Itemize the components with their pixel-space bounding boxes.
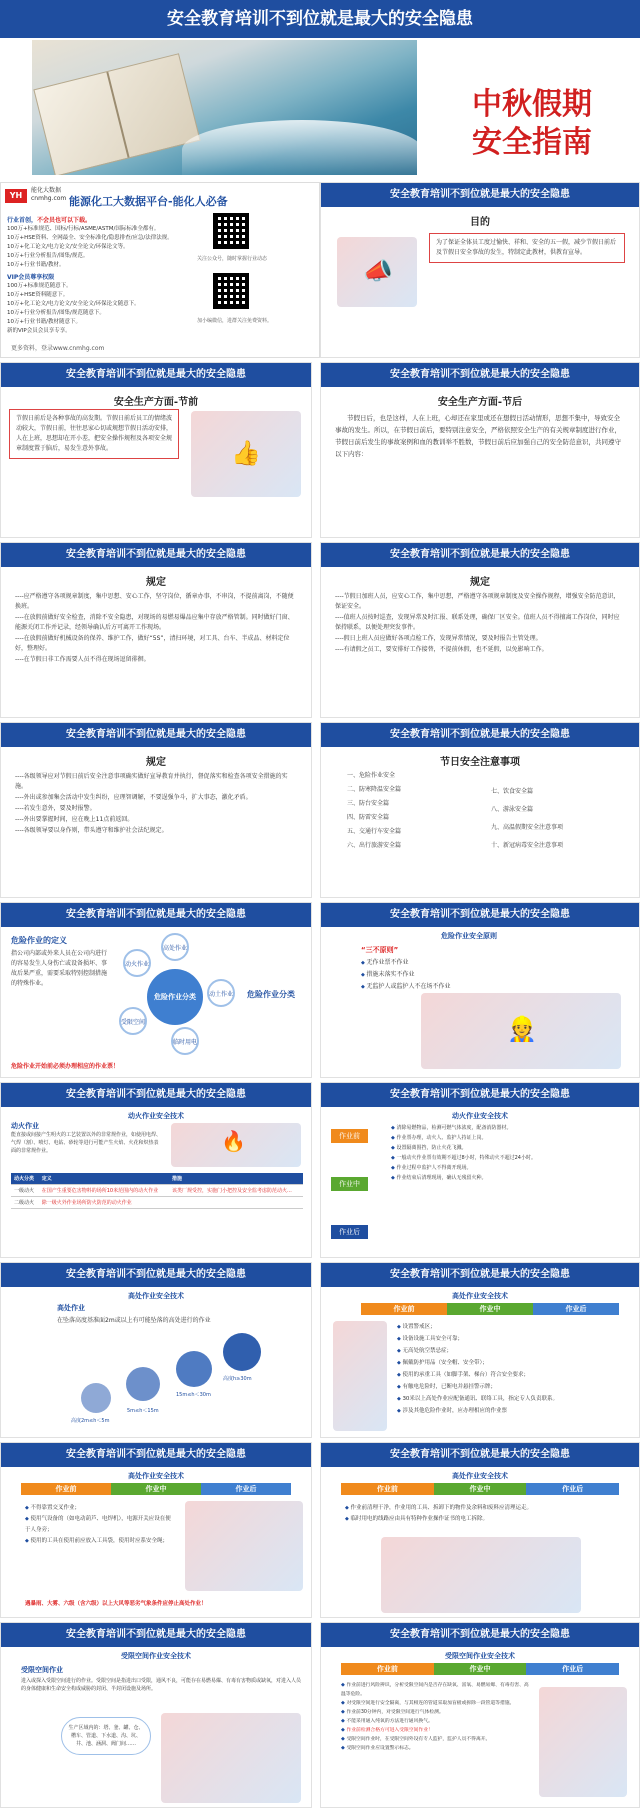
category-hot-work[interactable]: 动火作业: [123, 949, 151, 977]
step-item: ◆ 设置警戒区；: [397, 1321, 625, 1333]
rule-item: ----节假日加班人员，应安心工作，集中思想，严格遵守各项规章制度及安全操作规程，增强安全防范意识，保证安全。: [335, 593, 620, 610]
confined-steps-list: [341, 1681, 531, 1753]
rule-item: ----有请假之员工，要安排好工作接替，不提前休假，也不延假，以免影响工作。: [335, 646, 548, 653]
section-title: 高处作业安全技术: [452, 1472, 508, 1480]
category-height-work[interactable]: 高处作业: [161, 933, 189, 961]
promo-section-1: 行业首创，不会员也可以下载。: [7, 217, 92, 224]
slide-hazard-principles: [320, 902, 640, 1078]
welding-illustration: [171, 1123, 301, 1167]
category-temp-power[interactable]: 临时用电: [171, 1027, 199, 1055]
vip-item: 10万+行业书籍/教材随意下。: [7, 319, 81, 325]
section-title: 危险作业安全原则: [441, 932, 497, 940]
table-cell: [169, 1197, 303, 1209]
slide-height-work-during: [0, 1442, 312, 1618]
examples-bubble: 生产区域内的：塔、釜、罐、仓、槽车、管道、下水道、沟、坑、井、池、涵洞、阀门间……: [61, 1717, 151, 1755]
step-item: ◆ 一般动火作业票有效期不超过8小时，特殊动火不超过24小时。: [391, 1153, 623, 1163]
step-after[interactable]: 作业后: [331, 1225, 368, 1239]
slide-confined-space-def: [0, 1622, 312, 1808]
table-cell: 二级动火: [11, 1197, 39, 1209]
topics-right: [491, 783, 631, 855]
slide-holiday-topics: [320, 722, 640, 898]
promo-title: 能源化工大数据平台-能化人必备: [69, 195, 228, 208]
slide-header: 安全教育培训不到位就是最大的安全隐患: [1, 723, 311, 747]
rules-list: [1, 588, 311, 670]
before-list: [397, 1321, 625, 1417]
promo-card: [0, 182, 320, 358]
level-circle-2: [126, 1367, 160, 1401]
slide-heading: 安全生产方面-节前: [113, 397, 199, 408]
step-bar: [21, 1483, 291, 1495]
cover-photo: [32, 40, 417, 175]
slide-header: 安全教育培训不到位就是最大的安全隐患: [321, 363, 639, 387]
table-header-row: [11, 1173, 303, 1185]
step-bar: [341, 1663, 619, 1675]
rule-item: ----在放假前做好机械设备的保养、维护工作，做好“5S”，清扫环境，对工具、台车、半成品、材料定位好，整理好。: [15, 635, 290, 652]
step-item-warning: ◆ 作业前检测合格方可进入受限空间作业！: [341, 1726, 531, 1735]
step-during[interactable]: 作业中: [447, 1303, 533, 1315]
step-item: ◆ 设置隔离围挡，防止火花飞溅。: [391, 1143, 623, 1153]
megaphone-icon: 📣: [363, 257, 393, 285]
step-before[interactable]: 作业前: [341, 1663, 434, 1675]
vip-item: 10万+HSE资料随意下。: [7, 292, 69, 298]
rules-list: [1, 768, 311, 841]
slide-rules-1: [0, 542, 312, 718]
slide-header: 安全教育培训不到位就是最大的安全隐患: [1, 1083, 311, 1107]
step-bar: [361, 1303, 619, 1315]
slide-heading: 节日安全注意事项: [440, 757, 520, 768]
promo-section-2: VIP会员尊享权限: [7, 274, 55, 281]
cover-slide: [0, 0, 640, 182]
slide-hazard-definition: [0, 902, 312, 1078]
slide-height-work-before: [320, 1262, 640, 1438]
table-cell: 除一级火外作业场所防火防范的动火作业: [39, 1197, 169, 1209]
like-icon: 👍: [231, 439, 261, 467]
slide-header: 安全教育培训不到位就是最大的安全隐患: [321, 1443, 639, 1467]
permit-warning: 危险作业开始前必须办理相应的作业票！: [11, 1063, 120, 1070]
definition-text: 指公司内部或外来人员在公司内进行的容易发生人身伤亡或设备损坏、事故后果严重，需要采取特别控制措施的特殊作业。: [11, 950, 108, 987]
level-label-1: 高度2m≤h＜5m: [71, 1418, 110, 1424]
slide-header: 安全教育培训不到位就是最大的安全隐患: [321, 1623, 639, 1647]
step-item: ◆ 使用气设备的（如电动葫芦、电焊机），电源开关应设在便于人身旁；: [25, 1514, 175, 1536]
step-item: ◆ 使用的承重工具（如脚手架、梯台）符合安全要求；: [397, 1369, 625, 1381]
slide-header: 安全教育培训不到位就是最大的安全隐患: [1, 363, 311, 387]
step-before[interactable]: 作业前: [331, 1129, 368, 1143]
table-cell: 一级动火: [11, 1185, 39, 1197]
slide-rules-2: [320, 542, 640, 718]
step-item: ◆ 对受限空间进行安全隔离，与其相连的管道采取加盲板或拆除一段管道等措施。: [341, 1699, 531, 1708]
cover-main-title: [432, 86, 632, 162]
qr-caption-1: 关注公众号，随时掌握行业动态: [197, 256, 268, 262]
table-cell: 该类厂规受控，实施门小把控及安全监考虑防范动火...: [169, 1185, 303, 1197]
before-holiday-text: 节假日前后是各种事故的高发期。节假日前后员工的情绪波动较大，节假日前，往往思家心切或规想节假日活动安排，人在上班，思想却在开小差，把安全操作规程及各项安全规章制度置于脑后，易发生意外事故。: [9, 409, 179, 459]
step-item: ◆ 无高处航空禁忌症；: [397, 1345, 625, 1357]
topic-item[interactable]: 二、防寒降温安全篇: [347, 786, 402, 793]
rule-item: ----各级领导要以身作则，带头遵守和维护社会法纪规定。: [15, 827, 168, 834]
vip-item: 100万+标准规范随意下。: [7, 283, 72, 289]
subsection-title: 动火作业: [11, 1122, 39, 1130]
step-item: ◆ 清除易燃物品，检测可燃气体浓度，配备消防器材。: [391, 1123, 623, 1133]
section-title: 动火作业安全技术: [128, 1112, 184, 1120]
topic-item[interactable]: 一、危险作业安全: [347, 772, 396, 779]
weather-warning: 遇暴雨、大雾、六级（含六级）以上大风等恶劣气象条件应停止高处作业！: [25, 1601, 207, 1607]
three-no-principle-tag: “三不原则”: [361, 946, 399, 954]
section-title: 受限空间作业安全技术: [121, 1652, 191, 1660]
subsection-title: 高处作业: [57, 1304, 85, 1312]
section-title: 动火作业安全技术: [452, 1112, 508, 1120]
vip-item: 新的VIP会员会员享专享。: [7, 328, 71, 334]
rule-item: ----值班人员按时巡查，发现异常及时汇报、联系处理，确保厂区安全。值班人员不得擅离工作岗位，同时应保持联系，以便处理突发事件。: [335, 614, 620, 631]
topic-item[interactable]: 三、防台安全篇: [347, 800, 390, 807]
qr-caption-2: 加小编微信，进群关注免费资料。: [197, 318, 273, 324]
height-work-text: 在坠落高度基准面2m或以上有可能坠落的高处进行的作业: [57, 1317, 211, 1324]
slide-header: 安全教育培训不到位就是最大的安全隐患: [1, 903, 311, 927]
rule-item: ----外出要掌握时间，应在晚上11点前返回。: [15, 816, 134, 823]
section-title: 高处作业安全技术: [128, 1292, 184, 1300]
promo-item: 10万+行业分析报告/图集/规范。: [7, 253, 89, 259]
workers-illustration: [421, 993, 621, 1069]
slide-hot-work-steps: [320, 1082, 640, 1258]
step-during[interactable]: 作业中: [111, 1483, 201, 1495]
step-item: ◆ 设备设施工具安全可靠；: [397, 1333, 625, 1345]
confined-illustration: [539, 1687, 627, 1797]
topic-item[interactable]: 六、出行旅游安全篇: [347, 842, 402, 849]
step-item: ◆ 不能采用通入纯氧的方法进行通风换气。: [341, 1717, 531, 1726]
principle-item: ◆ 措施未落实不作业: [361, 969, 450, 981]
slide-heading: 目的: [470, 217, 490, 228]
table-header: 定义: [39, 1173, 169, 1185]
step-item: ◆ 作业前进行风险辨识，分析受限空间内是否存在缺氧、富氧、易燃易爆、有毒有害、高温等危险。: [341, 1681, 531, 1699]
topic-item[interactable]: 九、高温假期安全注意事项: [491, 824, 564, 831]
step-item: ◆ 作业结束后清理现场，确认无残留火种。: [391, 1173, 623, 1183]
slide-heading: 规定: [470, 577, 490, 588]
slide-purpose: [320, 182, 640, 358]
step-during[interactable]: 作业中: [434, 1663, 527, 1675]
fire-icon: 🔥: [221, 1129, 246, 1153]
slide-header: 安全教育培训不到位就是最大的安全隐患: [1, 1623, 311, 1647]
topic-item[interactable]: 八、游泳安全篇: [491, 806, 534, 813]
step-item: ◆ 有触电危险时，已断电并悬挂警示牌；: [397, 1381, 625, 1393]
vip-item: 10万+行业分析报告/图集/规范随意下。: [7, 310, 105, 316]
step-after[interactable]: 作业后: [526, 1483, 619, 1495]
step-item: ◆ 佩戴防护用品（安全帽、安全带）；: [397, 1357, 625, 1369]
step-item: ◆ 使用的工具在使用前应放入工具袋，使用时应系安全绳；: [25, 1536, 175, 1547]
category-excavation[interactable]: 动土作业: [207, 979, 235, 1007]
cover-title-line1: 中秋假期: [472, 87, 592, 122]
principle-list: [361, 957, 450, 993]
principle-item: ◆ 无监护人或监护人不在场不作业: [361, 981, 450, 993]
step-item: ◆ 不得靠置交叉作业；: [25, 1503, 175, 1514]
level-label-2: 5m≤h＜15m: [127, 1408, 159, 1414]
slide-after-holiday: [320, 362, 640, 538]
step-item: ◆ 作业票办理，动火人、监护人持证上岗。: [391, 1133, 623, 1143]
rule-item: ----在节假日非工作需要人员不得在现场逗留徘徊。: [15, 656, 150, 663]
promo-item: 10万+行业书籍/教材。: [7, 262, 65, 268]
step-before[interactable]: 作业前: [341, 1483, 434, 1495]
section-title: 受限空间作业安全技术: [445, 1652, 515, 1660]
rule-item: ----在放假前做好安全检查，消除不安全隐患，对现场的易燃易爆品应集中存放严格管制。同时做好门窗、能源关闭工作并记录，经领导确认后方可离开工作现场。: [15, 614, 294, 631]
topics-left: [347, 769, 477, 853]
cover-title-bar: 安全教育培训不到位就是最大的安全隐患: [0, 0, 640, 38]
promo-list: [7, 213, 202, 336]
slide-header: 安全教育培训不到位就是最大的安全隐患: [1, 543, 311, 567]
cleanup-illustration: [381, 1537, 581, 1613]
step-item: ◆ 受限空间作业时，在受限空间外设有专人监护，监护人员不得离开。: [341, 1735, 531, 1744]
table-header: 措施: [169, 1173, 303, 1185]
promo-item: 10万+化工论文/电力论文/安全论文/环保论文等。: [7, 244, 129, 250]
step-during[interactable]: 作业中: [434, 1483, 527, 1495]
subsection-title: 受限空间作业: [21, 1666, 63, 1674]
level-circle-1: [81, 1383, 111, 1413]
wave-image: [182, 120, 417, 175]
hot-work-steps-list: [391, 1123, 623, 1183]
brand-name: [31, 187, 66, 203]
qr-code-wechat-official[interactable]: [213, 213, 249, 249]
during-list: [25, 1503, 175, 1547]
slide-header: 安全教育培训不到位就是最大的安全隐患: [321, 903, 639, 927]
vip-item: 10万+化工论文/电力论文/安全论文/环保论文随意下。: [7, 301, 140, 307]
slide-hot-work-def: [0, 1082, 312, 1258]
step-before[interactable]: 作业前: [21, 1483, 111, 1495]
level-label-4: 高度h≥30m: [223, 1376, 252, 1382]
step-during[interactable]: 作业中: [331, 1177, 368, 1191]
after-holiday-text: 节假日后，也是这样，人在上班，心却还在家里或还在想假日活动情形，思想不集中，导致安全事故的发生。所以，在节假日前后，要特别注意安全，严格依照安全生产的有关规章制度进行作业，节假日前后发生的事故案例和血的教训举不胜数，节假日前后应加强自己的安全防范意识，共同遵守以下内容：: [335, 414, 621, 458]
promo-footer-link[interactable]: 更多资料，登录www.cnmhg.com: [11, 345, 105, 352]
cover-title-line2: 安全指南: [472, 125, 592, 160]
level-circle-4: [223, 1333, 261, 1371]
step-item: ◆ 涉及其他危险作业时，应办理相应的作业票: [397, 1405, 625, 1417]
slide-header: 安全教育培训不到位就是最大的安全隐患: [1, 1443, 311, 1467]
promo-item: 10万+HSE资料、全网最全、安全标准化/隐患排查/应急/法律法规。: [7, 235, 173, 241]
rules-list: [321, 588, 639, 660]
category-confined-space[interactable]: 受限空间: [119, 1007, 147, 1035]
slide-header: 安全教育培训不到位就是最大的安全隐患: [321, 1263, 639, 1287]
slide-heading: 安全生产方面-节后: [437, 397, 523, 408]
rule-item: ----假日上班人员应做好各项点检工作，发现异常情况，要及时报告主管处理。: [335, 635, 542, 642]
worker-icon: 👷: [507, 1015, 537, 1043]
step-after[interactable]: 作业后: [526, 1663, 619, 1675]
brand-line2: cnmhg.com: [31, 195, 67, 202]
after-list: [345, 1503, 625, 1525]
table-header: 动火分类: [11, 1173, 39, 1185]
slide-height-work-def: [0, 1262, 312, 1438]
slide-header: 安全教育培训不到位就是最大的安全隐患: [321, 723, 639, 747]
rule-item: ----若发生意外，要及时报警。: [15, 805, 96, 812]
topic-item[interactable]: 七、饮食安全篇: [491, 788, 534, 795]
step-item: ◆ 受限空间作业应设置警示标志。: [341, 1744, 531, 1753]
step-after[interactable]: 作业后: [201, 1483, 291, 1495]
slide-header: 安全教育培训不到位就是最大的安全隐患: [1, 1263, 311, 1287]
confined-space-text: 进入或探入受限空间进行的作业。受限空间是指进出口受限，通风不良，可能存在易燃易爆、有毒有害物质或缺氧，对进入人员的身体健康和生命安全构成威胁的封闭、半封闭设施及场所。: [21, 1678, 302, 1692]
illustration: [337, 237, 417, 307]
slide-confined-space-steps: [320, 1622, 640, 1808]
rule-item: ----各级领导应对节假日前后安全注意事项确实做好宣导教育并执行，督促落实和检查各项安全措施的实施。: [15, 773, 288, 790]
illustration: [191, 411, 301, 497]
slide-header: 安全教育培训不到位就是最大的安全隐患: [321, 1083, 639, 1107]
slide-header: 安全教育培训不到位就是最大的安全隐患: [321, 183, 639, 207]
table-row: [11, 1197, 303, 1209]
rule-item: ----外出或参加集会活动中发生纠纷，应理智调解，不要逞强争斗，扩大事态，激化矛盾。: [15, 794, 252, 801]
section-title: 高处作业安全技术: [452, 1292, 508, 1300]
slide-rules-3: [0, 722, 312, 898]
slide-header: 安全教育培训不到位就是最大的安全隐患: [321, 543, 639, 567]
category-label: 危险作业分类: [247, 990, 295, 999]
rule-item: ----应严格遵守各项规章制度，集中思想、安心工作，坚守岗位，循章办事，不串岗，不提前离岗，不随便换班。: [15, 593, 294, 610]
scaffold-workers-illustration: [185, 1501, 303, 1591]
table-cell: 在国产生重要危害物料的场所10米范围内的动火作业: [39, 1185, 169, 1197]
step-item: ◆ 作业前清理干净，作业用的工具、拆卸下的物件及余料和废料应清理运走。: [345, 1503, 625, 1514]
step-item: ◆ 30米以上高处作业应配备通讯、联络工具，指定专人负责联系。: [397, 1393, 625, 1405]
brand-logo: YH: [5, 189, 27, 203]
slide-heading: 规定: [146, 577, 166, 588]
slide-before-holiday: [0, 362, 312, 538]
topic-item[interactable]: 十、新冠病毒安全注意事项: [491, 842, 564, 849]
tanks-illustration: [161, 1713, 301, 1803]
brand-line1: 能化大数据: [31, 187, 62, 194]
step-before[interactable]: 作业前: [361, 1303, 447, 1315]
step-item: ◆ 作业过程中监护人不得离开现场。: [391, 1163, 623, 1173]
principle-item: ◆ 无作业票不作业: [361, 957, 450, 969]
level-label-3: 15m≤h＜30m: [176, 1392, 211, 1398]
hazard-category-center: 危险作业分类: [147, 969, 203, 1025]
topic-item[interactable]: 四、防雷安全篇: [347, 814, 390, 821]
step-after[interactable]: 作业后: [533, 1303, 619, 1315]
section-title: 高处作业安全技术: [128, 1472, 184, 1480]
book-image: [33, 53, 200, 175]
scaffold-illustration: [333, 1321, 387, 1431]
topic-item[interactable]: 五、交通行车安全篇: [347, 828, 402, 835]
hot-work-text: 能直接或间接产生明火的工艺装置以外的非常规作业，如使用电焊、气焊（割）、喷灯、电钻、砂轮等进行可能产生火焰、火花和炽热表面的非常规作业。: [11, 1132, 162, 1154]
table-row: [11, 1185, 303, 1197]
slide-height-work-after: [320, 1442, 640, 1618]
step-item: ◆ 作业前30分钟内，对受限空间进行气体检测。: [341, 1708, 531, 1717]
step-item: ◆ 临时用电的线路应由具有特种作业操作证书的电工拆除。: [345, 1514, 625, 1525]
level-circle-3: [176, 1351, 212, 1387]
slide-heading: 规定: [146, 757, 166, 768]
promo-item: 100万+标准规范、国标/行标/ASME/ASTM/国际标准全都有。: [7, 226, 160, 232]
section-title: 危险作业的定义: [11, 936, 67, 945]
step-bar: [341, 1483, 619, 1495]
qr-code-editor[interactable]: [213, 273, 249, 309]
purpose-text: 为了保证全体员工度过愉快、祥和、安全的五一假，减少节假日前后及节假日安全事故的发生，特制定此教材，供教育宣导。: [429, 233, 625, 263]
hot-work-table: [11, 1173, 303, 1209]
